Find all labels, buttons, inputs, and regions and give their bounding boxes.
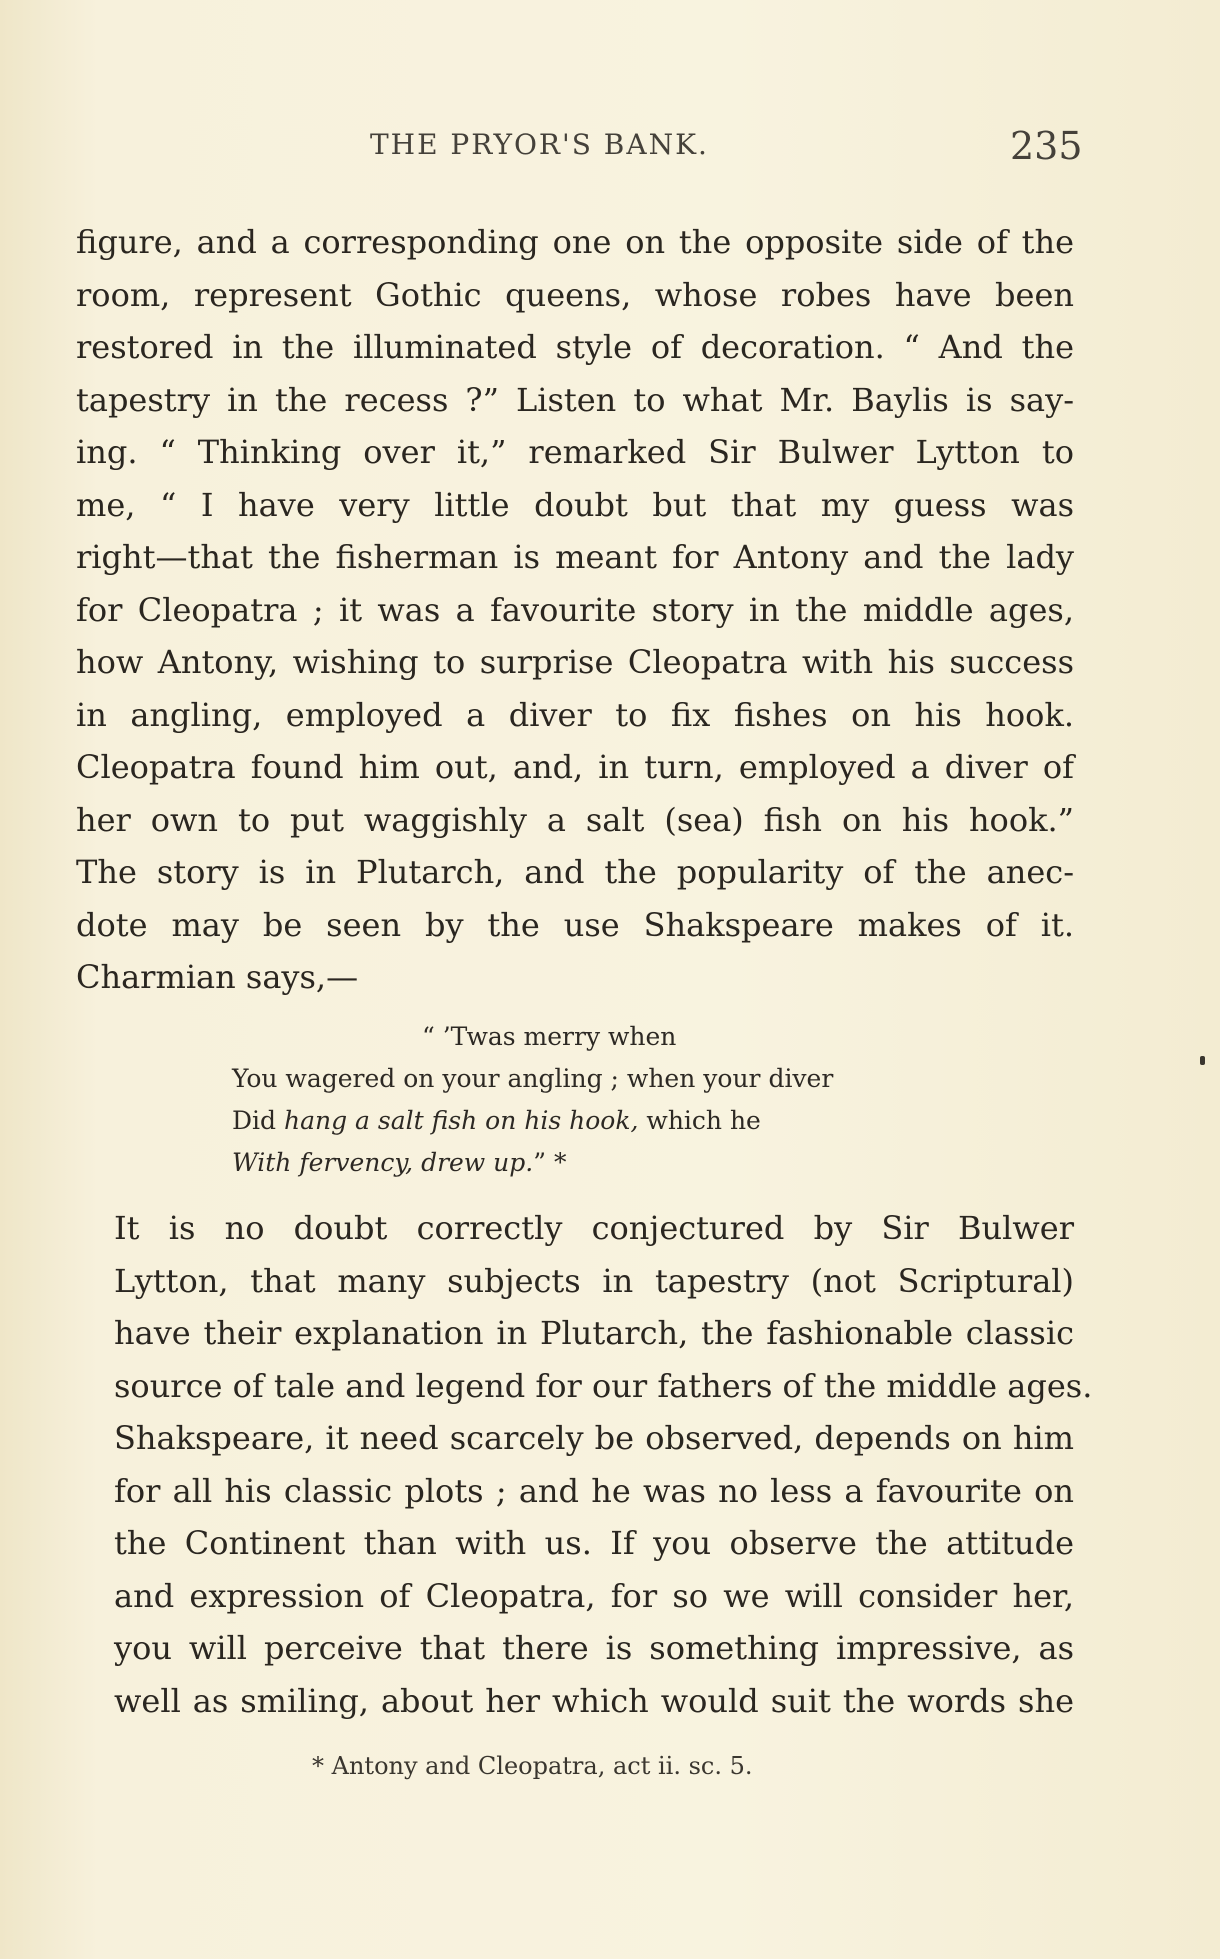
- text-line: restored in the illuminated style of decoration. “ And the: [76, 328, 1074, 366]
- text-line: The story is in Plutarch, and the popularity of the anec-: [76, 853, 1074, 891]
- text-line: have their explanation in Plutarch, the fashionable classic: [114, 1314, 1074, 1352]
- verse-italic-text: With fervency, drew up.: [232, 1148, 534, 1177]
- text-line: source of tale and legend for our fathers of the middle ages.: [114, 1366, 1093, 1405]
- running-title: THE PRYOR'S BANK.: [370, 128, 709, 161]
- text-line: well as smiling, about her which would suit the words she: [114, 1681, 1074, 1720]
- text-line: for all his classic plots ; and he was no less a favourite on: [114, 1471, 1074, 1510]
- footnote: * Antony and Cleopatra, act ii. sc. 5.: [312, 1752, 753, 1780]
- text-line: tapestry in the recess ?” Listen to what Mr. Baylis is say-: [76, 380, 1074, 419]
- verse-text: ” *: [533, 1148, 567, 1177]
- text-line: ing. “ Thinking over it,” remarked Sir Bulwer Lytton to: [76, 433, 1074, 471]
- page-number: 235: [1010, 124, 1083, 168]
- text-line: dote may be seen by the use Shakspeare makes of it.: [76, 905, 1074, 944]
- text-line: you will perceive that there is something impressive, as: [114, 1629, 1074, 1667]
- paragraph-2: [76, 1202, 1093, 1727]
- verse-quotation: [232, 1016, 952, 1184]
- text-line: Shakspeare, it need scarcely be observed, depends on him: [114, 1419, 1074, 1457]
- text-line: for Cleopatra ; it was a favourite story in the middle ages,: [76, 590, 1074, 629]
- text-line: and expression of Cleopatra, for so we will consider her,: [114, 1576, 1074, 1615]
- verse-line: You wagered on your angling ; when your diver: [232, 1064, 834, 1093]
- verse-line: “ ’Twas merry when: [422, 1022, 677, 1051]
- verse-line: [232, 1100, 952, 1142]
- text-line: Charmian says,—: [76, 958, 359, 996]
- text-line: right—that the fisherman is meant for Antony and the lady: [76, 538, 1074, 576]
- verse-italic-text: hang a salt fish on his hook,: [284, 1106, 639, 1135]
- paragraph-1: [76, 216, 1074, 1004]
- verse-text: Did: [232, 1106, 284, 1135]
- text-line: me, “ I have very little doubt but that my guess was: [76, 485, 1074, 524]
- text-line: room, represent Gothic queens, whose robes have been: [76, 275, 1074, 314]
- text-line: her own to put waggishly a salt (sea) fish on his hook.”: [76, 800, 1074, 839]
- text-line: in angling, employed a diver to fix fishes on his hook.: [76, 695, 1074, 734]
- text-line: the Continent than with us. If you observe the attitude: [114, 1524, 1074, 1562]
- ink-speck: [1200, 1056, 1205, 1065]
- text-line: figure, and a corresponding one on the opposite side of the: [76, 223, 1074, 261]
- verse-text: which he: [638, 1106, 761, 1135]
- text-line: Lytton, that many subjects in tapestry (not Scriptural): [114, 1261, 1074, 1300]
- text-line: Cleopatra found him out, and, in turn, employed a diver of: [76, 748, 1074, 786]
- verse-line: [232, 1142, 952, 1184]
- text-line: how Antony, wishing to surprise Cleopatra with his success: [76, 643, 1074, 681]
- text-line: It is no doubt correctly conjectured by Sir Bulwer: [114, 1209, 1074, 1247]
